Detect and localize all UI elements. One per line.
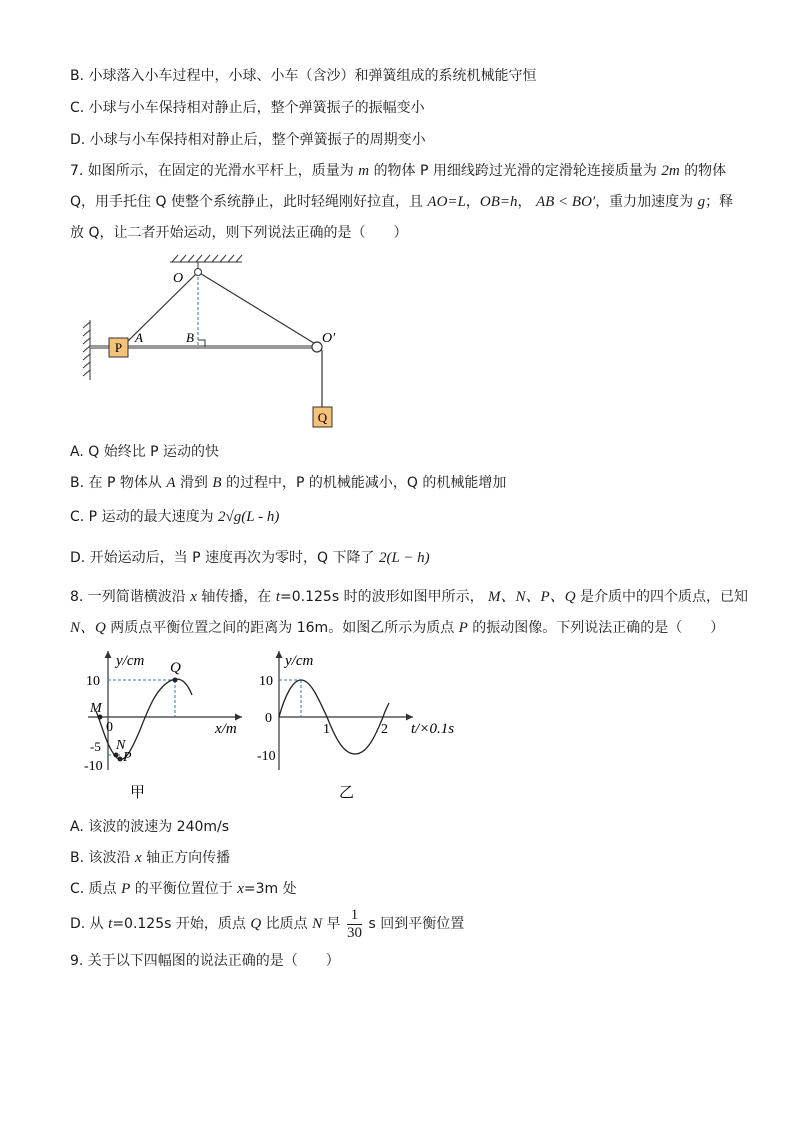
ceiling-support: [170, 255, 242, 262]
jia-point-p: [118, 757, 123, 762]
q7-option-a: A. Q 始终比 P 运动的快: [70, 444, 220, 460]
jia-ylabel: y/cm: [116, 653, 145, 669]
wall-support: [83, 320, 90, 380]
yi-tick-10: 10: [259, 674, 273, 689]
jia-label-m: M: [90, 701, 102, 716]
yi-tick-2: 2: [381, 722, 388, 737]
yi-xlabel: t/×0.1s: [411, 721, 455, 737]
label-b: B: [186, 330, 194, 345]
jia-caption: 甲: [130, 785, 146, 801]
q9-stem: 9. 关于以下四幅图的说法正确的是（ ）: [70, 953, 340, 969]
q8-option-d-fraction: $\frac{1}{30}$: [347, 906, 362, 941]
label-a: A: [135, 330, 143, 345]
vibration-graph-yi: [255, 645, 475, 805]
q7-pulley-figure: [70, 250, 370, 435]
q7-option-c: C. P 运动的最大速度为 2√g(L - h): [70, 509, 280, 525]
string-oo2: [198, 272, 317, 345]
q7-stem-line2: Q，用手托住 Q 使整个系统静止，此时轻绳刚好拉直，且 AO=L，OB=h， AB < BO′，重力加速度为 g；释: [70, 194, 734, 210]
fixed-point-o: [195, 269, 202, 276]
yi-tick-1: 1: [323, 722, 330, 737]
yi-tick-m10: -10: [257, 749, 276, 764]
jia-origin: 0: [106, 720, 113, 735]
label-o-prime: O′: [322, 331, 336, 346]
q8-option-a: A. 该波的波速为 240m/s: [70, 819, 230, 835]
q6-option-c: C. 小球与小车保持相对静止后，整个弹簧振子的振幅变小: [70, 100, 425, 116]
q8-option-b: B. 该波沿 x 轴正方向传播: [70, 850, 231, 866]
jia-point-q: [173, 678, 178, 683]
q8-stem-line2: N、Q 两质点平衡位置之间的距离为 16m。如图乙所示为质点 P 的振动图像。下列说法正确的是（ ）: [70, 620, 725, 636]
jia-tick-m5: -5: [90, 739, 101, 754]
q6-option-b: B. 小球落入小车过程中，小球、小车（含沙）和弹簧组成的系统机械能守恒: [70, 68, 537, 84]
jia-tick-m10: -10: [84, 759, 103, 774]
jia-label-n: N: [116, 738, 126, 753]
label-o: O: [173, 271, 184, 286]
jia-tick-10: 10: [86, 674, 100, 689]
q8-stem-line1: 8. 一列简谐横波沿 x 轴传播，在 t=0.125s 时的波形如图甲所示， M、N、P、Q 是介质中的四个质点，已知: [70, 589, 748, 605]
yi-tick-0: 0: [265, 711, 272, 726]
jia-xlabel: x/m: [215, 721, 237, 737]
q7-option-d: D. 开始运动后，当 P 速度再次为零时，Q 下降了 2(L − h): [70, 550, 430, 566]
q8-option-d: D. 从 t=0.125s 开始，质点 Q 比质点 N 早 $\frac{1}{30}$ s 回到平衡位置: [70, 906, 465, 941]
wave-graph-jia: [80, 645, 255, 805]
label-block-p: P: [114, 340, 123, 355]
q7-stem-line1: 7. 如图所示，在固定的光滑水平杆上，质量为 m 的物体 P 用细线跨过光滑的定滑轮连接质量为 2m 的物体: [70, 163, 727, 179]
jia-label-q: Q: [170, 660, 181, 676]
pulley-o2: [312, 342, 322, 352]
q7-option-b: B. 在 P 物体从 A 滑到 B 的过程中，P 的机械能减小，Q 的机械能增加: [70, 475, 507, 491]
q6-option-d: D. 小球与小车保持相对静止后，整个弹簧振子的周期变小: [70, 132, 426, 148]
q7-stem-line3: 放 Q，让二者开始运动，则下列说法正确的是（ ）: [70, 225, 408, 241]
yi-ylabel: y/cm: [285, 653, 314, 669]
jia-label-p: P: [123, 750, 132, 765]
q8-option-c: C. 质点 P 的平衡位置位于 x=3m 处: [70, 881, 297, 897]
q7-option-c-formula: 2√g(L - h): [218, 509, 280, 525]
label-block-q: Q: [317, 410, 328, 425]
yi-caption: 乙: [339, 785, 355, 801]
jia-point-n: [114, 753, 119, 758]
